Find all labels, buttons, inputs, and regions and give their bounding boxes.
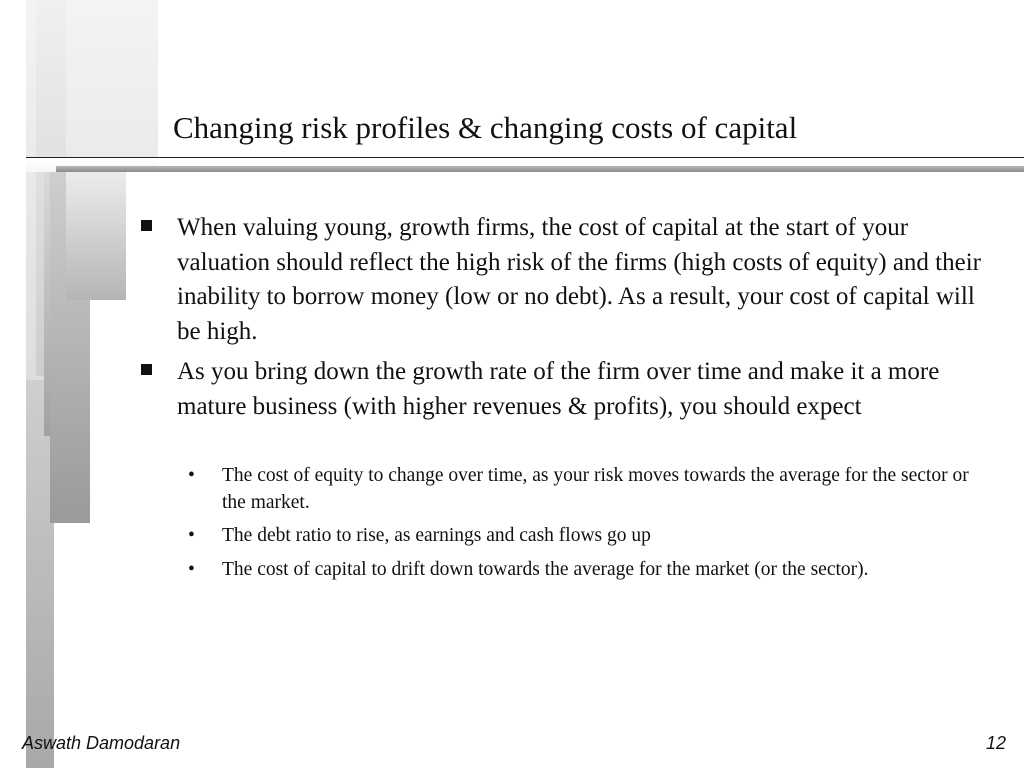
sub-bullet-text: The cost of equity to change over time, as your risk moves towards the average for the sector or the market.: [222, 465, 969, 513]
square-bullet-icon: [141, 220, 152, 231]
footer-author: Aswath Damodaran: [22, 733, 181, 753]
sub-bullet-text: The debt ratio to rise, as earnings and cash flows go up: [222, 525, 651, 546]
bullet-item: [177, 211, 992, 349]
dot-bullet-icon: •: [188, 525, 195, 546]
sub-bullet-text: The cost of capital to drift down towards the average for the market (or the sector).: [222, 559, 869, 580]
bullet-text: As you bring down the growth rate of the firm over time and make it a more mature business (with higher revenues & profits), you should expect: [177, 358, 940, 420]
sub-bullet-item: [188, 556, 992, 583]
bullet-text: When valuing young, growth firms, the cost of capital at the start of your valuation should reflect the high risk of the firms (high costs of equity) and their inability to borrow money (low or no debt). As a result, your cost of capital will be high.: [177, 214, 981, 345]
slide-title: Changing risk profiles & changing costs of capital: [173, 110, 798, 145]
dot-bullet-icon: •: [188, 465, 195, 486]
sub-bullet-item: [188, 522, 992, 549]
page-number: 12: [985, 733, 1006, 753]
bullet-item: [177, 355, 992, 424]
square-bullet-icon: [141, 364, 152, 375]
dot-bullet-icon: •: [188, 559, 195, 580]
sub-bullet-item: [188, 462, 992, 516]
